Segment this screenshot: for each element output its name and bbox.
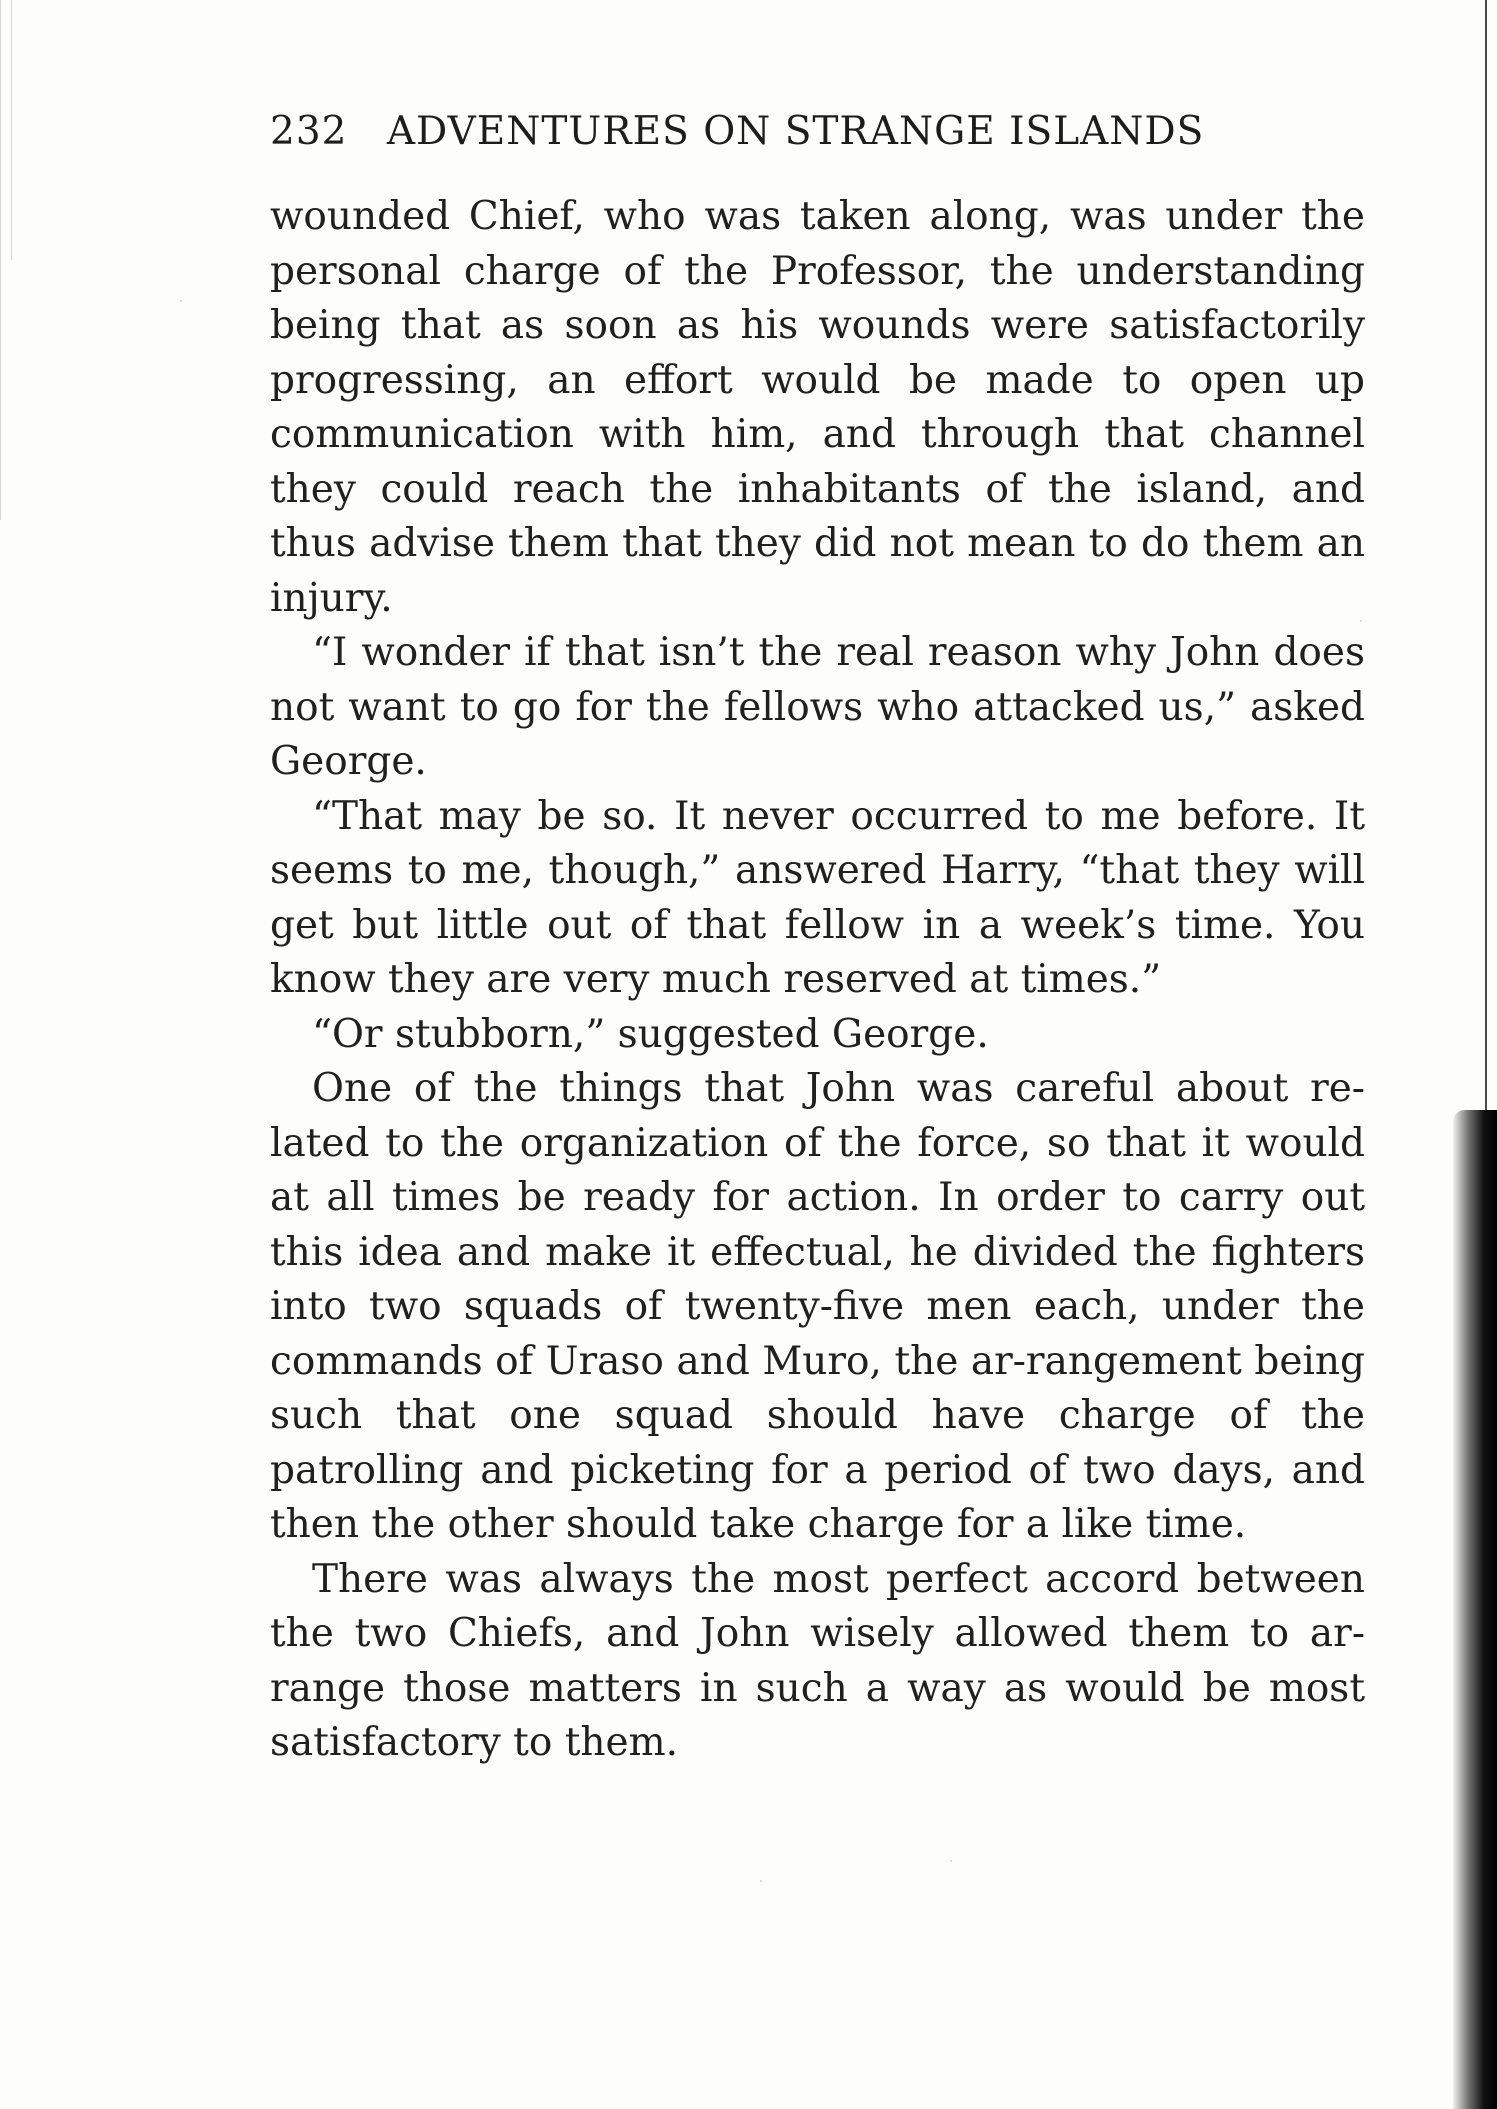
right-page-edge [1485, 0, 1487, 1110]
paragraph: “That may be so. It never occurred to me before. It seems to me, though,” answered Harry, “that they will get but little out of that fellow in a week’s time. You know they are very much reserved at times.” [270, 793, 1365, 1002]
page-number: 232 [270, 109, 348, 154]
paragraph: “I wonder if that isn’t the real reason why John does not want to go for the fellows who attacked us,” asked George. [270, 630, 1365, 784]
paragraph: wounded Chief, who was taken along, was under the personal charge of the Professor, the understanding being that as soon as his wounds were satisfactorily progressing, an effort would be made to open up communication with him, and through that channel they could reach the inhabitants of the island, and thus advise them that they did not mean to do them an injury. [270, 194, 1365, 621]
paragraph: There was always the most perfect accord between the two Chiefs, and John wisely allowed them to ar-range those matters in such a way as would be most satisfactory to them. [270, 1556, 1365, 1765]
paragraph: One of the things that John was careful about re-lated to the organization of the force, so that it would at all times be ready for action. In order to carry out this idea and make it effectual, he divided the fighters into two squads of twenty-five men each, under the commands of Uraso and Muro, the ar-rangement being such that one squad should have charge of the patrolling and picketing for a period of two days, and then the other should take charge for a like time. [270, 1066, 1365, 1547]
paper-speck [1240, 1460, 1242, 1462]
paper-speck [1360, 620, 1362, 622]
left-binding-shadow [0, 0, 41, 520]
paragraph: “Or stubborn,” suggested George. [312, 1011, 989, 1057]
body-text [270, 190, 1365, 1771]
paper-speck [760, 1880, 762, 1882]
running-title: ADVENTURES ON STRANGE ISLANDS [386, 109, 1205, 154]
paper-speck [180, 300, 182, 302]
right-binding-shadow [1453, 1110, 1497, 2109]
paper-speck [950, 1860, 952, 1862]
page-header [270, 104, 1345, 160]
